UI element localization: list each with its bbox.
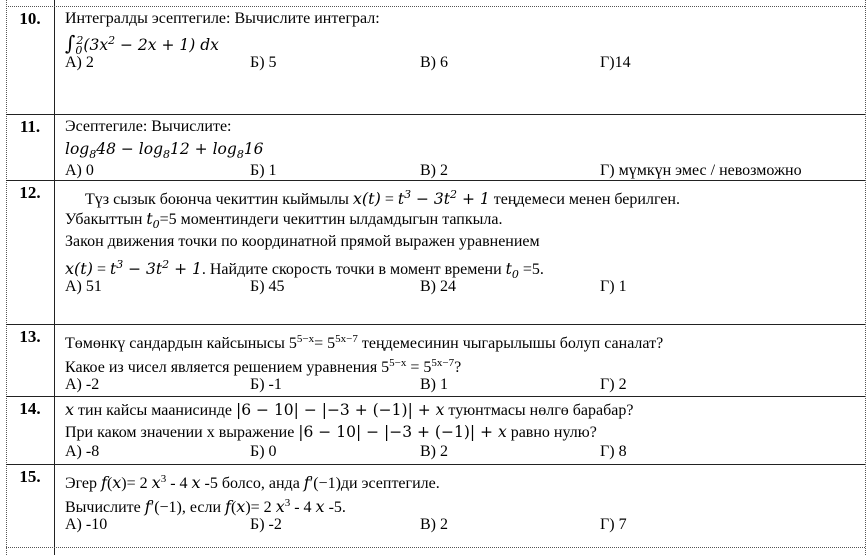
question-text-ru: При каком значении х выражение |6 − 10| − |−3 + (−1)| + x равно нулю? [65,423,597,441]
text-fragment: теңдемеси менен берилген. [489,191,680,208]
text-fragment: Какое из чисел является решением уравнения [65,359,382,376]
question-14 [6,396,865,465]
question-number: 13. [19,327,41,346]
text-fragment: ? [454,359,462,376]
answer-d[interactable]: Г) мүмкүн эмес / невозможно [600,162,802,179]
text-fragment: . Найдите скорость точки в момент времени [201,261,506,278]
answer-d[interactable]: Г)14 [600,54,631,71]
answer-options [65,515,861,535]
question-10 [6,6,865,115]
question-content [65,327,861,395]
question-prompt: Эсептегиле: Вычислите: [65,118,232,135]
question-text-kg: Төмөнкү сандардын кайсынысы $5^{5-x}= 5^{5x-7}$ теңдемесинин чыгарылышы болуп саналат? [65,333,664,352]
question-text-kg: Эгер f(x)= 2 $x^3 - 4$ x -5 болсо, анда f′(−1)ди эсептегиле. [65,473,440,492]
text-fragment: болсо, анда [217,475,304,492]
answer-options [65,375,861,395]
question-12 [6,180,865,325]
integral-expression: $\int_0^2(3x^2 - 2x + 1)$ dx [65,31,219,57]
answer-a[interactable]: А) 51 [65,278,102,295]
answer-b[interactable]: Б) -2 [250,516,282,533]
answer-d[interactable]: Г) 2 [600,376,627,393]
answer-a[interactable]: А) 2 [65,54,94,71]
text-fragment: Убакыттын [65,211,147,228]
answer-d[interactable]: Г) 1 [600,278,627,295]
question-number: 15. [19,467,41,486]
question-text-ru-2: $x(t) = t^3 - 3t^2 + 1$. Найдите скорость точки в момент времени $t_0 =5$. [65,258,544,281]
text-fragment: , если [181,499,226,516]
text-fragment: При каком значении х выражение [65,424,299,441]
answer-b[interactable]: Б) 1 [250,162,277,179]
question-text-kg-1: Түз сызык боюнча чекиттин кыймылы $x(t) = t^3 - 3t^2 + 1$ теңдемеси менен берилген. [85,188,680,208]
question-15 [6,464,865,548]
text-fragment: Түз сызык боюнча чекиттин кыймылы [85,191,353,208]
question-text-ru-1: Закон движения точки по координатной прямой выражен уравнением [65,233,540,250]
text-fragment: ди эсептегиле. [340,475,440,492]
answer-c[interactable]: В) 1 [420,376,448,393]
question-content [65,183,861,297]
answer-c[interactable]: В) 2 [420,162,448,179]
answer-c[interactable]: В) 24 [420,278,456,295]
question-number: 10. [19,9,41,28]
text-fragment: равно нулю? [506,424,597,441]
question-content [65,9,861,73]
answer-a[interactable]: А) -2 [65,376,100,393]
text-fragment: Эгер [65,475,102,492]
question-11 [6,114,865,181]
question-text-kg-2: Убакыттын $t_0=5$ моментиндеги чекиттин ылдамдыгын тапкыла. [65,210,503,231]
right-border [865,0,866,555]
question-text-ru: Вычислите f′(−1), если f(x)= 2 $x^3 - 4$ x -5. [65,497,346,516]
answer-c[interactable]: В) 6 [420,54,448,71]
question-prompt: Интегралды эсептегиле: Вычислите интеграл: [65,10,380,27]
text-fragment: . [341,499,346,516]
text-fragment: теңдемесинин чыгарылышы болуп саналат? [357,335,664,352]
answer-options [65,443,861,461]
logarithm-expression: $\log_848 - \log_812 + \log_816$ [65,140,264,161]
text-fragment: тин кайсы маанисинде [74,402,237,419]
answer-b[interactable]: Б) 0 [250,443,277,460]
answer-a[interactable]: А) -10 [65,516,108,533]
text-fragment: =5 моментиндеги чекиттин ылдамдыгын тапкыла. [159,211,503,228]
answer-a[interactable]: А) -8 [65,443,100,460]
question-text-kg: x тин кайсы маанисинде |6 − 10| − |−3 + (−1)| + x туюнтмасы нөлгө барабар? [65,400,634,419]
question-13 [6,324,865,397]
answer-b[interactable]: Б) 45 [250,278,285,295]
answer-options [65,161,861,181]
answer-c[interactable]: В) 2 [420,443,448,460]
answer-options [65,53,861,73]
question-content [65,467,861,535]
question-number: 11. [19,117,41,136]
answer-options [65,277,861,297]
answer-d[interactable]: Г) 7 [600,516,627,533]
question-number: 14. [19,399,41,418]
text-fragment: Вычислите [65,499,145,516]
text-fragment: =5. [518,261,544,278]
answer-b[interactable]: Б) -1 [250,376,282,393]
answer-b[interactable]: Б) 5 [250,54,277,71]
text-fragment: туюнтмасы нөлгө барабар? [444,402,634,419]
question-number: 12. [19,183,41,202]
question-content [65,399,861,461]
answer-a[interactable]: А) 0 [65,162,94,179]
question-text-ru: Какое из чисел является решением уравнения $5^{5-x} = 5^{5x-7}$? [65,357,462,376]
text-fragment: Төмөнкү сандардын кайсынысы [65,335,289,352]
question-content [65,117,861,181]
answer-d[interactable]: Г) 8 [600,443,627,460]
answer-c[interactable]: В) 2 [420,516,448,533]
